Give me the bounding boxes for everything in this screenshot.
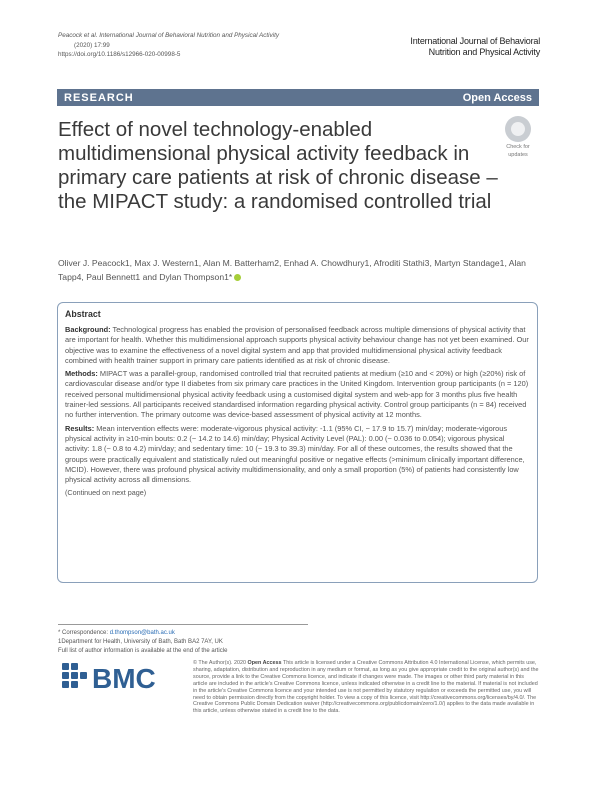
journal-name: International Journal of Behavioral Nutrition and Physical Activity <box>410 36 540 57</box>
running-header <box>58 31 328 60</box>
updates-icon <box>505 116 531 142</box>
orcid-icon[interactable] <box>234 274 241 281</box>
doi-link[interactable]: https://doi.org/10.1186/s12966-020-00998-5 <box>58 51 181 58</box>
continued-note: (Continued on next page) <box>65 488 147 498</box>
year-page: (2020) 17:99 <box>74 41 110 49</box>
svg-text:BMC: BMC <box>92 663 156 694</box>
affiliation: 1Department for Health, University of Bath, Bath BA2 7AY, UK <box>58 639 223 646</box>
article-type: RESEARCH <box>64 91 134 104</box>
correspondence: * Correspondence: d.thompson@bath.ac.uk <box>58 630 175 636</box>
citation: Peacock et al. International Journal of Behavioral Nutrition and Physical Activity <box>58 32 279 39</box>
abstract-heading: Abstract <box>65 309 101 319</box>
article-type-banner <box>57 89 539 106</box>
article-title: Effect of novel technology-enabled multidimensional physical activity feedback in primary care patients at risk of chronic disease – the MIPACT study: a randomised controlled trial <box>58 118 498 213</box>
abstract-box <box>57 302 538 583</box>
author-list: Oliver J. Peacock1, Max J. Western1, Alan M. Batterham2, Enhad A. Chowdhury1, Afroditi Stathi3, Martyn Standage1, Alan Tapp4, Paul Bennett1 and Dylan Thompson1* <box>58 258 526 282</box>
open-access-label: Open Access <box>462 91 532 104</box>
full-list-note: Full list of author information is available at the end of the article <box>58 648 228 655</box>
license-text: © The Author(s). 2020 Open Access This article is licensed under a Creative Commons Attribution 4.0 International License, which permits use, sharing, adaptation, distribution and reproduction in any medium or format, as long as you give appropriate credit to the original author(s) and the source, provide a link to the Creative Commons licence, and indicate if changes were made. The images or other third party material in this article are included in the article's Creative Commons licence, unless indicated otherwise in a credit line to the material. If material is not included in the article's Creative Commons licence and your intended use is not permitted by statutory regulation or exceeds the permitted use, you will need to obtain permission directly from the copyright holder. To view a copy of this licence, visit http://creativecommons.org/licenses/by/4.0/. The Creative Commons Public Domain Dedication waiver (http://creativecommons.org/publicdomain/zero/1.0/) applies to the data made available in this article, unless otherwise stated in a credit line to the data. <box>193 660 539 715</box>
background-paragraph: Background: Technological progress has enabled the provision of personalised feedback across multiple dimensions of physical activity that are important for health. Whether this multidimensional approach supports physical activity behaviour change has not yet been examined. Our objective was to examine the effectiveness of a novel digital system and app that provided multidimensional physical activity feedback combined with health trainer support in primary care patients identified as at risk of chronic disease. <box>65 325 529 365</box>
check-for-updates-badge[interactable]: Check for updates <box>496 114 540 158</box>
results-paragraph: Results: Mean intervention effects were: moderate-vigorous physical activity: -1.1 (95% CI, − 17.9 to 15.7) min/day; moderate-vigorous physical activity in ≥10-min bouts: 0.2 (− 14.2 to 14.6) min/day; Physical Activity Level (PAL): 0.00 (− 0.036 to 0.054); vigorous physical activity: 1.8 (− 0.8 to 4.2) min/day; and sedentary time: 10 (− 19.3 to 39.3) min/day. For all of these outcomes, the results showed that the groups were practically equivalent and statistically ruled out meaningful positive or negative effects (>minimum clinically important difference, MCID). However, there was profound physical activity multidimensionality, and only a small proportion (5%) of patients had consistently low physical activity across all dimensions. <box>65 423 525 485</box>
bmc-logo-icon <box>60 659 180 697</box>
methods-paragraph: Methods: MIPACT was a parallel-group, randomised controlled trial that recruited patients at medium (≥10 and < 20%) or high (≥20%) risk of cardiovascular disease and/or type II diabetes from six primary care practices in the United Kingdom. Intervention group participants (n = 120) received personal multidimensional physical activity feedback using a customised digital system and web-app for 3 months plus five health trainer-led sessions. All participants received standardised information regarding physical activity. Control group participants (n = 84) received no further intervention. The primary outcome was device-based assessment of physical activity at 12 months. <box>65 369 529 420</box>
email-link[interactable]: d.thompson@bath.ac.uk <box>109 630 175 636</box>
footnotes <box>58 624 308 657</box>
bmc-logo <box>60 659 180 697</box>
